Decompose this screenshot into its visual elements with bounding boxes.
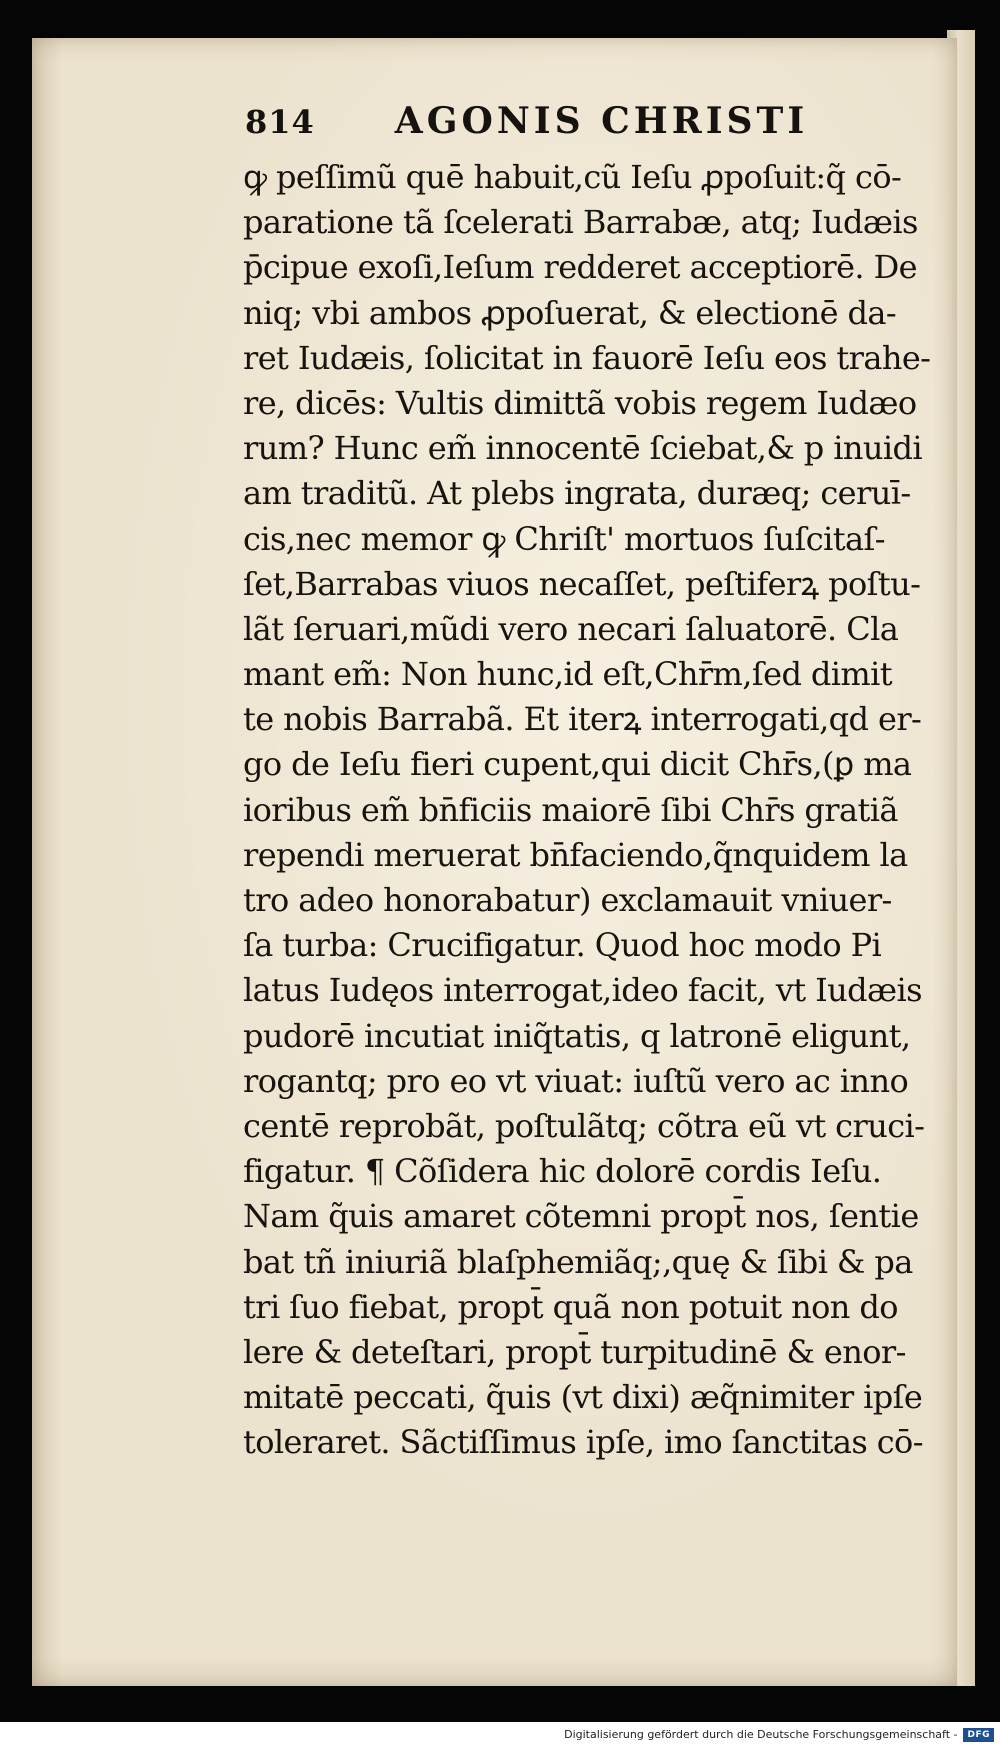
text-line: mitatē peccati, q̃uis (vt dixi) æq̃nimiter ipſe bbox=[243, 1378, 923, 1417]
funding-credit: Digitalisierung gefördert durch die Deutsche Forschungsgemeinschaft - bbox=[564, 1728, 958, 1741]
text-line: rependi meruerat bn̄faciendo,q̃nquidem la bbox=[243, 835, 908, 874]
body-text bbox=[243, 155, 953, 1465]
text-line: p̄cipue exoſi,Ieſum redderet acceptiorē. De bbox=[243, 248, 917, 287]
dfg-logo-icon: DFG bbox=[963, 1728, 994, 1742]
text-line: ret Iudæis, ſolicitat in fauorē Ieſu eos trahe- bbox=[243, 338, 931, 377]
text-line: ioribus em̃ bn̄ficiis maiorē ſibi Chr̄s gratiã bbox=[243, 790, 898, 829]
text-line: paratione tã ſcelerati Barrabæ, atq; Iudæis bbox=[243, 203, 918, 242]
text-line: am traditũ. At plebs ingrata, duræq; ceruī- bbox=[243, 474, 911, 513]
text-line: go de Ieſu fieri cupent,qui dicit Chr̄s,(ꝑ ma bbox=[243, 745, 912, 784]
text-line: tri ſuo fiebat, propt̄ quã non potuit non do bbox=[243, 1287, 898, 1326]
running-title: AGONIS CHRISTI bbox=[394, 100, 809, 142]
text-line: rogantq; pro eo vt viuat: iuſtũ vero ac inno bbox=[243, 1061, 909, 1100]
text-line: Nam q̃uis amaret cõtemni propt̄ nos, ſentie bbox=[243, 1197, 919, 1236]
text-line: ſa turba: Crucifigatur. Quod hoc modo Pi bbox=[243, 926, 882, 965]
footer-bar bbox=[0, 1722, 1000, 1747]
text-line: tro adeo honorabatur) exclamauit vniuer- bbox=[243, 881, 892, 919]
text-line: cis,nec memor ꝙ Chriſt' mortuos ſuſcitaſ- bbox=[243, 519, 885, 558]
text-line: lãt ſeruari,mũdi vero necari ſaluatorē. Cla bbox=[243, 609, 899, 648]
text-line: re, dicēs: Vultis dimittã vobis regem Iudæo bbox=[243, 383, 917, 422]
text-line: bat tñ iniuriã blaſphemiãq;,quę & ſibi & pa bbox=[243, 1242, 913, 1281]
text-line: te nobis Barrabã. Et iterꝝ interrogati,qd er- bbox=[243, 700, 922, 739]
text-line: toleraret. Sãctiſſimus ipſe, imo ſanctitas cō- bbox=[243, 1423, 923, 1462]
text-line: niq; vbi ambos ꝓpoſuerat, & electionē da- bbox=[243, 293, 897, 332]
text-line: centē reprobãt, poſtulãtq; cõtra eũ vt cruci- bbox=[243, 1106, 925, 1145]
text-line: rum? Hunc em̃ innocentē ſciebat,& p inuidi bbox=[243, 429, 923, 468]
text-line: pudorē incutiat iniq̃tatis, q latronē eligunt, bbox=[243, 1016, 911, 1055]
text-line: ſet,Barrabas viuos necaſſet, peſtiferꝝ poſtu- bbox=[243, 564, 921, 603]
page-header bbox=[245, 100, 945, 160]
text-line: ꝙ peſſimũ quē habuit,cũ Ieſu ꝓpoſuit:q̃ cō- bbox=[243, 158, 902, 196]
text-line: latus Iudęos interrogat,ideo facit, vt Iudæis bbox=[243, 971, 922, 1010]
page-number: 814 bbox=[245, 103, 315, 141]
text-line: mant em̃: Non hunc,id eſt,Chr̄m,ſed dimit bbox=[243, 655, 893, 694]
text-line: lere & deteſtari, propt̄ turpitudinē & enor- bbox=[243, 1332, 906, 1371]
text-line: figatur. ¶ Cõſidera hic dolorē cordis Ieſu. bbox=[243, 1152, 882, 1191]
